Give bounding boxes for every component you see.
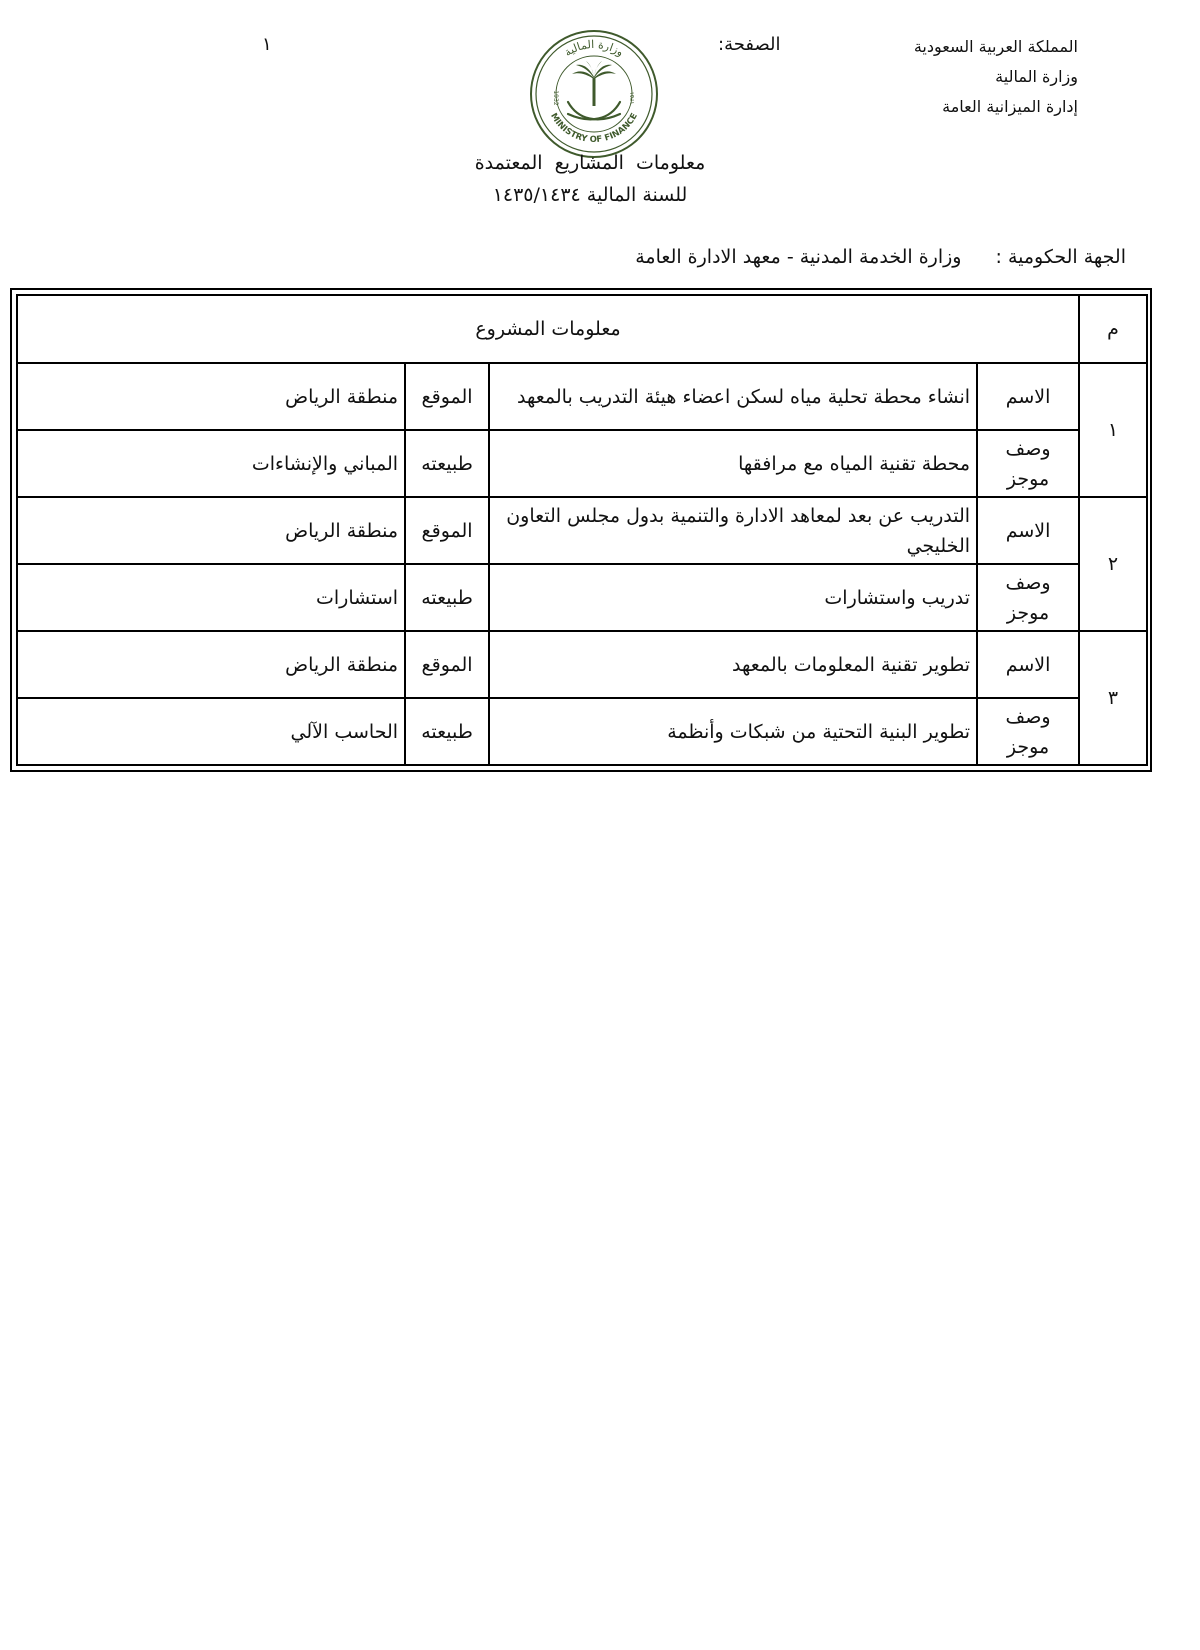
location-label: الموقع	[405, 363, 489, 430]
name-label: الاسم	[977, 363, 1079, 430]
page-label: الصفحة:	[718, 34, 781, 55]
project-name: تطوير تقنية المعلومات بالمعهد	[489, 631, 977, 698]
palm-icon	[572, 61, 616, 106]
table-row	[17, 363, 1147, 430]
nature-label: طبيعته	[405, 430, 489, 497]
project-index: ٣	[1079, 631, 1147, 765]
seal-year-left: 1932	[552, 90, 559, 106]
location-label: الموقع	[405, 631, 489, 698]
description-label: وصف موجز	[977, 698, 1079, 765]
table-header-row	[17, 295, 1147, 363]
table-row	[17, 430, 1147, 497]
table-row	[17, 698, 1147, 765]
project-description: تدريب واستشارات	[489, 564, 977, 631]
project-nature: المباني والإنشاءات	[17, 430, 405, 497]
project-index: ١	[1079, 363, 1147, 497]
seal-year-right: ١٣٥١	[629, 91, 636, 105]
table-row	[17, 631, 1147, 698]
name-label: الاسم	[977, 497, 1079, 564]
project-info-column-header: معلومات المشروع	[17, 295, 1079, 363]
letterhead	[914, 32, 1078, 122]
table-row	[17, 564, 1147, 631]
project-description: محطة تقنية المياه مع مرافقها	[489, 430, 977, 497]
fiscal-year-subtitle: للسنة المالية ١٤٣٥/١٤٣٤	[492, 184, 688, 206]
projects-table	[16, 294, 1148, 766]
project-index: ٢	[1079, 497, 1147, 631]
project-description: تطوير البنية التحتية من شبكات وأنظمة	[489, 698, 977, 765]
document-title: معلومات المشاريع المعتمدة	[474, 152, 706, 174]
project-location: منطقة الرياض	[17, 631, 405, 698]
government-entity	[635, 246, 1126, 268]
project-name: التدريب عن بعد لمعاهد الادارة والتنمية بدول مجلس التعاون الخليجي	[489, 497, 977, 564]
project-location: منطقة الرياض	[17, 363, 405, 430]
index-column-header: م	[1079, 295, 1147, 363]
government-entity-label: الجهة الحكومية :	[995, 246, 1126, 268]
ministry-seal-logo	[528, 28, 660, 160]
name-label: الاسم	[977, 631, 1079, 698]
table-row	[17, 497, 1147, 564]
description-label: وصف موجز	[977, 430, 1079, 497]
project-nature: الحاسب الآلي	[17, 698, 405, 765]
description-label: وصف موجز	[977, 564, 1079, 631]
location-label: الموقع	[405, 497, 489, 564]
svg-text:MINISTRY OF FINANCE	[548, 111, 640, 145]
projects-table-frame	[10, 288, 1152, 772]
seal-arabic-text: وزارة المالية	[561, 37, 627, 60]
project-name: انشاء محطة تحلية مياه لسكن اعضاء هيئة التدريب بالمعهد	[489, 363, 977, 430]
government-entity-value: وزارة الخدمة المدنية - معهد الادارة العامة	[635, 246, 962, 268]
ministry-name: وزارة المالية	[995, 67, 1078, 86]
page-number: ١	[262, 34, 272, 55]
project-location: منطقة الرياض	[17, 497, 405, 564]
department-name: إدارة الميزانية العامة	[942, 97, 1078, 116]
nature-label: طبيعته	[405, 564, 489, 631]
project-nature: استشارات	[17, 564, 405, 631]
seal-english-text: MINISTRY OF FINANCE	[548, 111, 640, 146]
nature-label: طبيعته	[405, 698, 489, 765]
country-name: المملكة العربية السعودية	[913, 37, 1078, 56]
